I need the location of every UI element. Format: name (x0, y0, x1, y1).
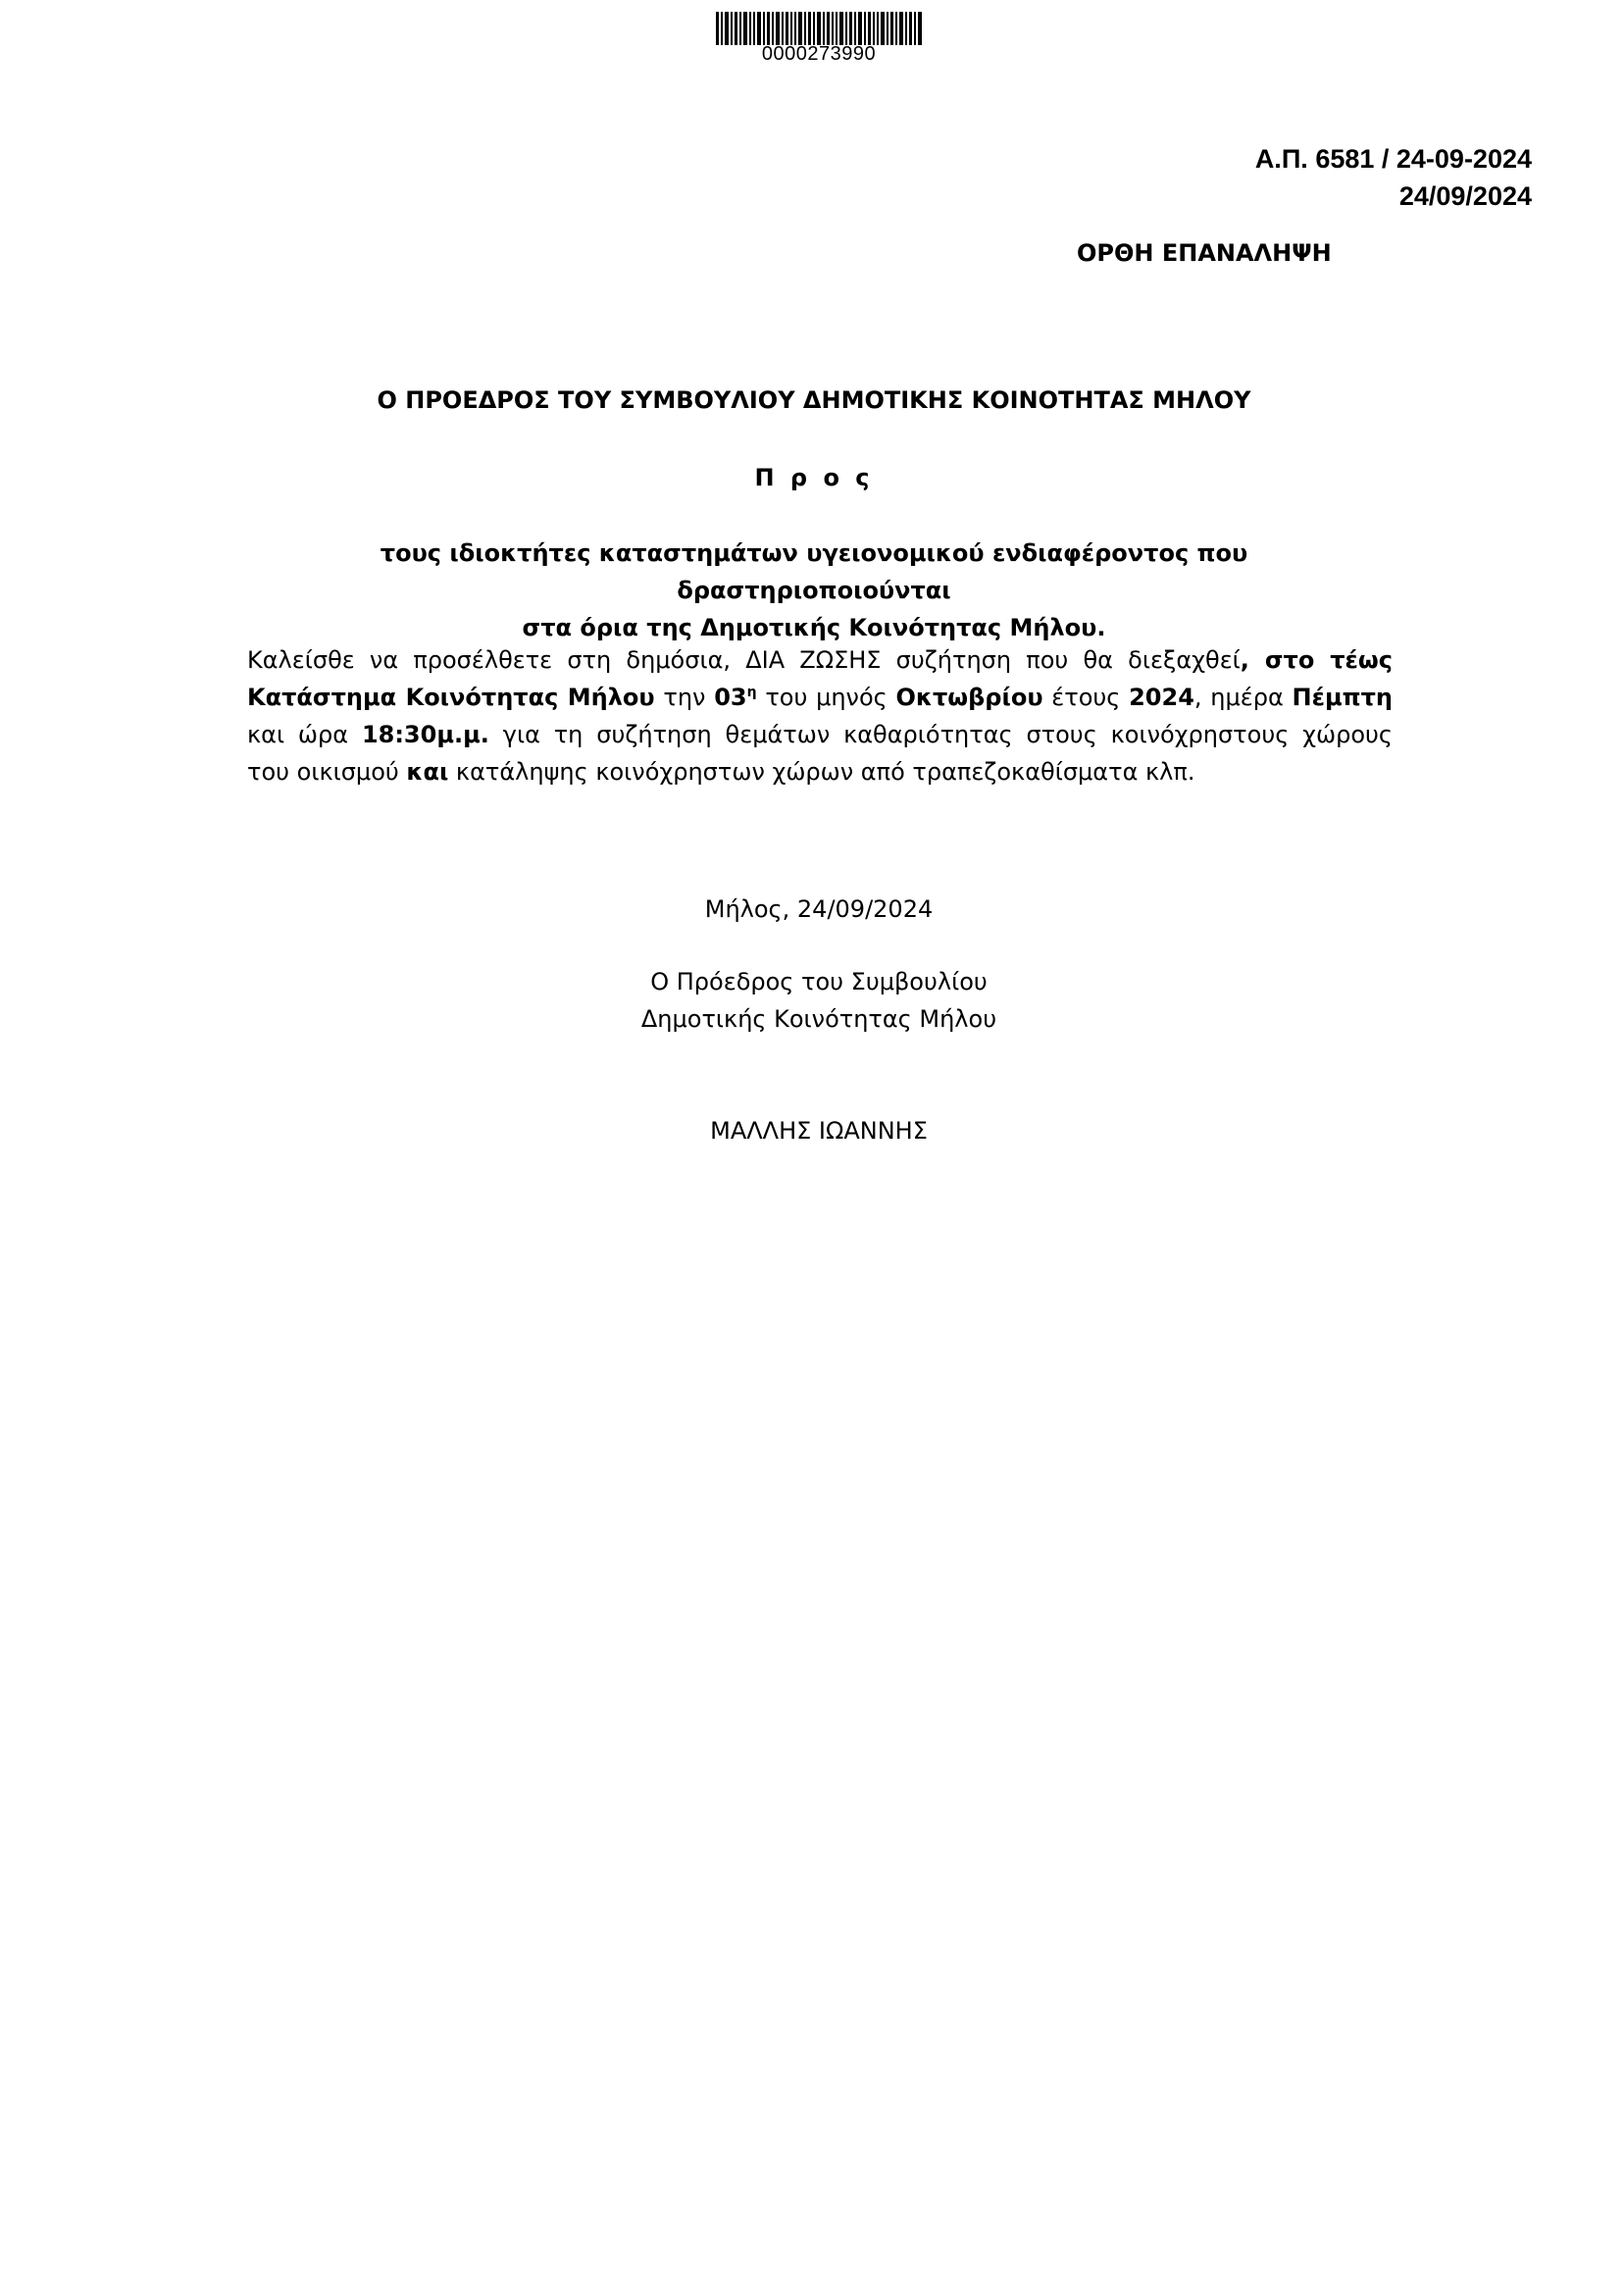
day-number: 03 (714, 684, 747, 711)
signer-title (530, 963, 1108, 1038)
meeting-day-number (714, 684, 756, 711)
body-line-4 (247, 753, 1393, 790)
meeting-year: 2024 (1129, 684, 1194, 711)
meeting-time: 18:30μ.μ. (361, 721, 489, 748)
body-text-segment: έτους (1042, 684, 1130, 711)
protocol-block (1255, 140, 1532, 215)
document-title: Ο ΠΡΟΕΔΡΟΣ ΤΟΥ ΣΥΜΒΟΥΛΙΟΥ ΔΗΜΟΤΙΚΗΣ ΚΟΙΝΟΤΗΤΑΣ ΜΗΛΟΥ (377, 386, 1251, 414)
body-text-segment: για τη συζήτηση θεμάτων καθαριότητας στους κοινόχρηστους χώρους (488, 721, 1393, 748)
body-text-segment: και ώρα (247, 721, 362, 748)
barcode-number: 0000273990 (761, 43, 877, 65)
body-text-segment: , ημέρα (1193, 684, 1293, 711)
recipients (245, 535, 1383, 646)
body-line-1 (247, 641, 1393, 679)
barcode (716, 12, 922, 45)
body-text-segment: του οικισμού (247, 758, 407, 786)
body-text-segment: του μηνός (756, 684, 896, 711)
body-bold-segment: , στο τέως (1240, 646, 1393, 674)
body-line-3 (247, 716, 1393, 753)
body-bold-segment: και (406, 758, 449, 786)
ordinal-suffix: η (746, 685, 757, 700)
protocol-number: Α.Π. 6581 / 24-09-2024 (1254, 144, 1532, 174)
protocol-date: 24/09/2024 (1398, 181, 1532, 211)
meeting-month: Οκτωβρίου (895, 684, 1043, 711)
venue-name: Κατάστημα Κοινότητας Μήλου (247, 684, 655, 711)
recipients-line-2: στα όρια της Δημοτικής Κοινότητας Μήλου. (522, 614, 1106, 641)
body-text-segment: κατάληψης κοινόχρηστων χώρων από τραπεζοκαθίσματα κλπ. (448, 758, 1195, 786)
meeting-weekday: Πέμπτη (1292, 684, 1394, 711)
place-date: Μήλος, 24/09/2024 (704, 895, 934, 923)
signer-line-1: Ο Πρόεδρος του Συμβουλίου (650, 968, 988, 995)
body-line-2 (247, 679, 1393, 716)
invitation-body (247, 641, 1393, 790)
signer-line-2: Δημοτικής Κοινότητας Μήλου (640, 1005, 997, 1033)
body-text-segment: Καλείσθε να προσέλθετε στη δημόσια, ΔΙΑ ΖΩΣΗΣ συζήτηση που θα διεξαχθεί (247, 646, 1241, 674)
correction-note: ΟΡΘΗ ΕΠΑΝΑΛΗΨΗ (1077, 239, 1332, 267)
pros-heading: Π ρ ο ς (754, 464, 874, 491)
recipients-line-1: τους ιδιοκτήτες καταστημάτων υγειονομικού ενδιαφέροντος που δραστηριοποιούνται (380, 539, 1248, 604)
signature-name: ΜΑΛΛΗΣ ΙΩΑΝΝΗΣ (710, 1117, 928, 1145)
body-text-segment: την (654, 684, 715, 711)
